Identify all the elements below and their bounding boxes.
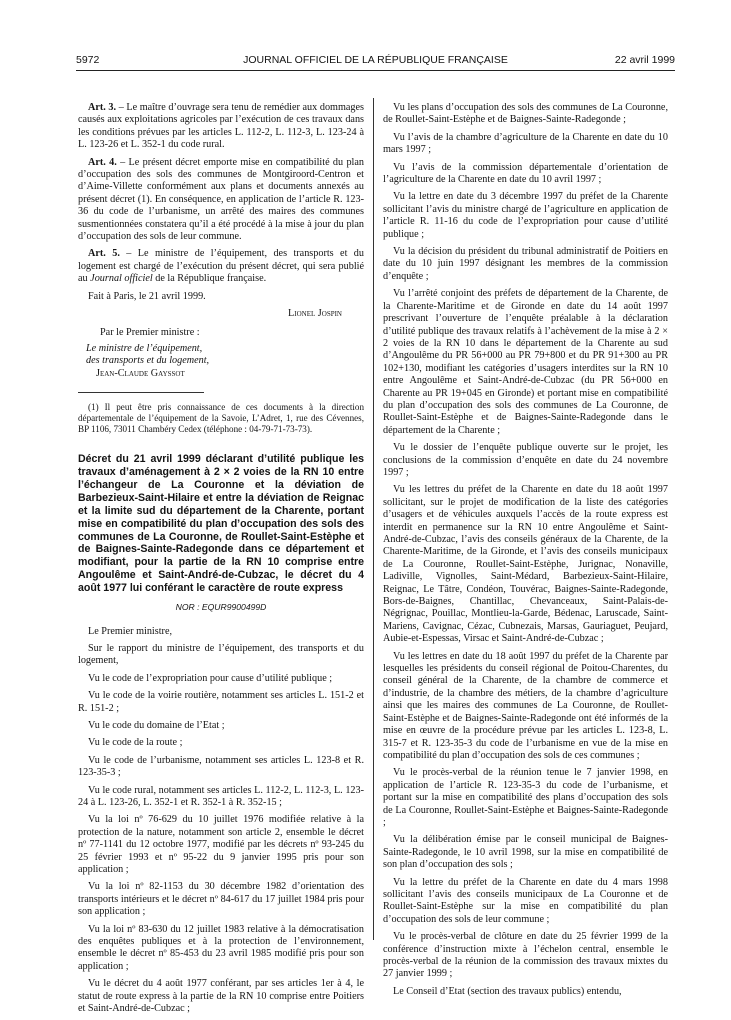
article-5-label: Art. 5. xyxy=(88,248,120,260)
left-para-10: Vu la loi nº 83-630 du 12 juillet 1983 relative à la démocratisation des enquêtes publiques et à la protection de l’environnement, ensemble le décret nº 85-453 du 23 avril 1985 modifié pris pour son application ; xyxy=(78,923,364,972)
left-para-7: Vu le code rural, notamment ses articles L. 112-2, L. 112-3, L. 123-24 à L. 123-26, L. 352-1 et R. 352-1 à R. 352-15 ; xyxy=(78,784,364,808)
left-para-11: Vu le décret du 4 août 1977 conférant, par ses articles 1er à 4, le statut de route express à la partie de la RN 10 comprise entre Poitiers et Saint-André-de-Cubzac ; xyxy=(78,978,364,1015)
footnote: (1) Il peut être pris connaissance de ces documents à la direction départementale de l’équipement de la Savoie, L’Adret, 1, rue des Cévennes, BP 1106, 73011 Chambéry Cedex (téléphone : 04-79-71-73-73). xyxy=(78,402,364,435)
right-para-10: Vu la délibération émise par le conseil municipal de Baignes-Sainte-Radegonde, le 10 avril 1998, sur la mise en compatibilité de son plan d’occupation des sols ; xyxy=(383,834,668,871)
page-header xyxy=(76,52,675,68)
right-para-12: Vu le procès-verbal de clôture en date du 25 février 1999 de la conférence d’instruction mixte à l’échelon central, ensemble le procès-verbal de la réunion de la commission des travaux mixtes du 27 janvier 1999 ; xyxy=(383,931,668,980)
right-para-11: Vu la lettre du préfet de la Charente en date du 4 mars 1998 sollicitant l’avis des conseils municipaux de La Couronne et de Roullet-Saint-Estèphe sur la mise en compatibilité du plan d’occupation des sols de leur commune ; xyxy=(383,876,668,925)
left-para-4: Vu le code du domaine de l’Etat ; xyxy=(88,719,225,731)
article-5-text-a: – Le ministre de l’équipement, des transports et du logement est chargé de l’exécution du présent décret, qui sera publié au xyxy=(78,248,364,285)
left-para-6: Vu le code de l’urbanisme, notamment ses articles L. 123-8 et R. 123-35-3 ; xyxy=(78,754,364,779)
right-para-0: Vu les plans d’occupation des sols des communes de La Couronne, de Roullet-Saint-Estèphe et de Baignes-Sainte-Radegonde ; xyxy=(383,102,668,126)
article-5-text-b: de la République française. xyxy=(152,273,267,285)
left-para-2: Vu le code de l’expropriation pour cause d’utilité publique ; xyxy=(88,672,333,684)
issue-date: 22 avril 1999 xyxy=(614,54,675,66)
article-5-journal: Journal officiel xyxy=(90,273,153,285)
right-para-5: Vu l’arrêté conjoint des préfets de département de la Charente, de la Charente-Maritime et de Gironde en date du 14 août 1997 prescrivant l’ouverture de l’enquête préalable à la déclaration d’utilité publique des travaux relatifs à l’achèvement de la mise à 2 × 2 voies de la RN 10 dans le département de la Charente au sud d’Angoulême du PR 56+000 au PR 79+800 et du PR 91+300 au PR 102+130, modifiant les catégories d’usagers interdites sur la RN 10 entre Angoulême et Saint-André-de-Cubzac (du PR 56+000 en Charente au PR 19+045 en Gironde) et portant mise en compatibilité du plan d’occupation des sols des communes de La Couronne, de Roullet-Saint-Estèphe et de Baignes-Sainte-Radegonde dans le département de la Charente ; xyxy=(383,288,668,436)
article-4-label: Art. 4. xyxy=(88,156,117,168)
right-para-2: Vu l’avis de la commission départementale d’orientation de l’agriculture de la Charente en date du 10 avril 1997 ; xyxy=(383,161,668,186)
minister-line-1: Le ministre de l’équipement, xyxy=(86,342,203,354)
left-para-9: Vu la loi nº 82-1153 du 30 décembre 1982 d’orientation des transports intérieurs et le décret nº 84-617 du 17 juillet 1984 pris pour son application ; xyxy=(78,881,364,918)
right-para-6: Vu le dossier de l’enquête publique ouverte sur le projet, les conclusions de la commission d’enquête en date du 24 novembre 1997 ; xyxy=(383,442,668,478)
minister-name: Jean-Claude Gayssot xyxy=(96,367,185,379)
right-column xyxy=(383,102,668,1003)
left-para-0: Le Premier ministre, xyxy=(88,625,173,637)
nor-reference xyxy=(78,601,364,613)
article-5 xyxy=(78,248,364,285)
journal-title: JOURNAL OFFICIEL DE LA RÉPUBLIQUE FRANÇAISE xyxy=(243,54,508,66)
article-4 xyxy=(78,157,364,244)
right-para-3: Vu la lettre en date du 3 décembre 1997 du préfet de la Charente sollicitant l’avis du ministre chargé de l’agriculture en application de l’article R. 11-16 du code de l’expropriation pour cause d’utilité publique ; xyxy=(383,191,668,240)
minister-line-2: des transports et du logement, xyxy=(86,355,210,367)
article-3 xyxy=(78,102,364,152)
right-para-8: Vu les lettres en date du 18 août 1997 du préfet de la Charente par lesquelles les présidents du conseil régional de Poitou-Charentes, du conseil général de la Charente, de la chambre de commerce et d’industrie, de la chambre des métiers, de la chambre d’agriculture ainsi que les maires des communes de La Couronne, de Roullet-Saint-Estèphe et de Baignes-Sainte-Radegonde ont été informés de la mise en œuvre de la procédure prévue par les articles L. 123-8, L. 315-7 et R. 123-35-3 du code de l’urbanisme en vue de la mise en compatibilité du plan d’occupation des sols de ces communes ; xyxy=(383,650,668,761)
left-para-1: Sur le rapport du ministre de l’équipement, des transports et du logement, xyxy=(78,642,364,667)
article-3-text: – Le maître d’ouvrage sera tenu de remédier aux dommages causés aux exploitations agricoles par l’exécution de ces travaux dans les conditions prévues par les articles L. 112-2, L. 112-3, L. 123-24 à L. 123-26 et L. 352-1 du code rural. xyxy=(78,102,364,151)
right-para-13: Le Conseil d’Etat (section des travaux publics) entendu, xyxy=(393,985,622,997)
par-premier-ministre: Par le Premier ministre : xyxy=(100,326,200,338)
right-para-1: Vu l’avis de la chambre d’agriculture de la Charente en date du 10 mars 1997 ; xyxy=(383,131,668,156)
left-para-5: Vu le code de la route ; xyxy=(88,737,183,749)
footnote-rule xyxy=(78,392,204,393)
right-para-7: Vu les lettres du préfet de la Charente en date du 18 août 1997 sollicitant, sur le projet de modification de la liste des catégories d’usagers et de véhicules auxquels l’accès de la route express est interdit en permanence sur la RN 10 entre Angoulême et Saint-André-de-Cubzac, l’avis des conseils généraux de la Charente, de la Charente-Maritime, de la Gironde, et l’avis des conseils municipaux de La Couronne, Roullet-Saint-Estèphe, Jurignac, Nonaville, Ladiville, Vignolles, Saint-Médard, Barbezieux-Saint-Hilaire, Reignac, Le Tâtre, Condéon, Touvérac, Baignes-Sainte-Radegonde, Bors-de-Baignes, Chantillac, Chevanceaux, Saint-Palais-de-Négrignac, Pouillac, Montlieu-la-Garde, Bédenac, Laruscade, Saint-Mariens, Cavignac, Cézac, Cubnezais, Marsas, Gauriaguet, Peujard, Aubie-et-Espessas, Virsac et Saint-André-de-Cubzac ; xyxy=(383,484,668,645)
page-number: 5972 xyxy=(76,54,100,66)
signatory: Lionel Jospin xyxy=(288,308,342,320)
article-4-text: – Le présent décret emporte mise en compatibilité du plan d’occupation des sols des communes de Montgiroord-Centron et d’Aime-Villette conformément aux plans et documents annexés au présent décret (1). En conséquence, en application de l’article R. 123-36 du code de l’urbanisme, un arrêté des maires des communes susmentionnées constatera qu’il a été procédé à la mise à jour du plan d’occupation des sols de leur commune. xyxy=(78,156,364,243)
column-divider xyxy=(373,98,374,940)
header-rule xyxy=(76,70,675,71)
right-para-4: Vu la décision du président du tribunal administratif de Poitiers en date du 10 juin 1997 désignant les membres de la commission d’enquête ; xyxy=(383,246,668,282)
decree-title: Décret du 21 avril 1999 déclarant d’utilité publique les travaux d’aménagement à 2 × 2 voies de la RN 10 entre l’échangeur de La Couronne et la déviation de Barbezieux-Saint-Hilaire et entre la déviation de Reignac et la limite sud du département de la Charente, portant mise en compatibilité du plan d’occupation des sols des communes de La Couronne, de Roullet-Saint-Estèphe et de Baignes-Sainte-Radegonde dans ce département et modifiant, pour la partie de la RN 10 comprise entre Angoulême et Saint-André-de-Cubzac, le décret du 4 août 1977 lui conférant le caractère de route express xyxy=(78,453,364,595)
left-column xyxy=(78,102,364,1020)
right-para-9: Vu le procès-verbal de la réunion tenue le 7 janvier 1998, en application de l’article R. 123-35-3 du code de l’urbanisme, et portant sur la mise en compatibilité des plans d’occupation des sols de La Couronne, Roullet-Saint-Estèphe et Baignes-Sainte-Radegonde ; xyxy=(383,767,668,828)
fait-line: Fait à Paris, le 21 avril 1999. xyxy=(88,290,206,302)
left-para-3: Vu le code de la voirie routière, notamment ses articles L. 151-2 et R. 151-2 ; xyxy=(78,690,364,714)
left-para-8: Vu la loi nº 76-629 du 10 juillet 1976 modifiée relative à la protection de la nature, notamment son article 2, ensemble le décret nº 77-1141 du 12 octobre 1977, modifié par les décrets nº 93-245 du 25 février 1993 et nº 95-22 du 9 janvier 1995 pris pour son application ; xyxy=(78,814,364,875)
article-3-label: Art. 3. xyxy=(88,102,117,113)
nor-code: NOR : EQUR9900499D xyxy=(175,602,267,613)
